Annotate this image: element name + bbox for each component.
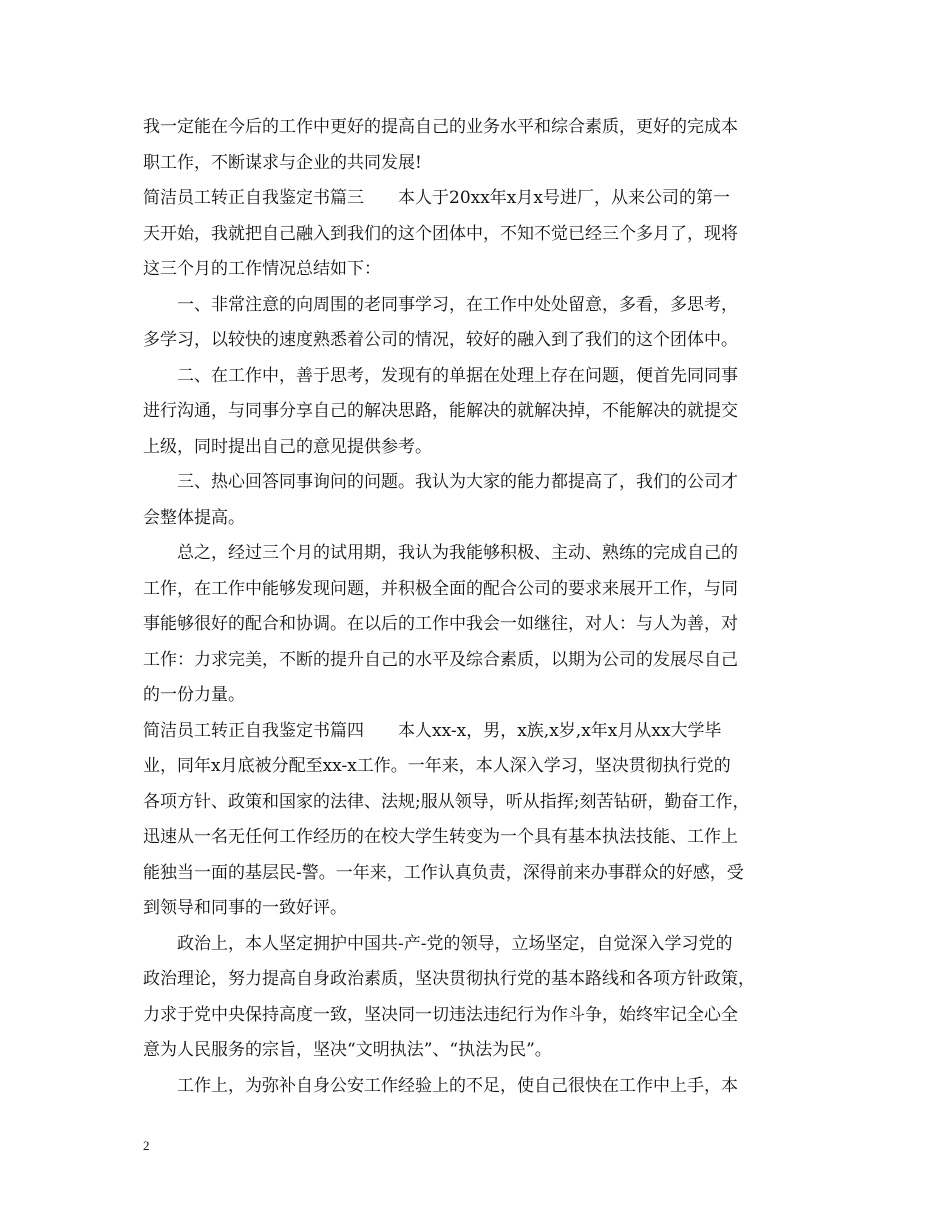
- text-line: 我一定能在今后的工作中更好的提高自己的业务水平和综合素质，更好的完成本: [143, 117, 738, 137]
- text-line: 总之，经过三个月的试用期，我认为我能够积极、主动、熟练的完成自己的: [143, 543, 738, 563]
- text-line: 政治理论，努力提高自身政治素质，坚决贯彻执行党的基本路线和各项方针政策，: [143, 969, 755, 989]
- text-line: 迅速从一名无任何工作经历的在校大学生转变为一个具有基本执法技能、工作上: [143, 827, 738, 847]
- text-line: 的一份力量。: [143, 685, 245, 705]
- text-line: 上级，同时提出自己的意见提供参考。: [143, 436, 432, 457]
- text-line: 简洁员工转正自我鉴定书篇三 本人于20xx年x月x号进厂，从来公司的第一: [143, 188, 730, 208]
- text-line: 会整体提高。: [143, 507, 245, 528]
- text-line: 业，同年x月底被分配至xx-x工作。一年来，本人深入学习，坚决贯彻执行党的: [143, 756, 731, 776]
- text-line: 进行沟通，与同事分享自己的解决思路，能解决的就解决掉，不能解决的就提交: [143, 401, 738, 421]
- text-line: 力求于党中央保持高度一致，坚决同一切违法违纪行为作斗争，始终牢记全心全: [143, 1004, 738, 1025]
- text-line: 二、在工作中，善于思考，发现有的单据在处理上存在问题，便首先同同事: [143, 365, 738, 386]
- text-line: 工作上，为弥补自身公安工作经验上的不足，使自己很快在工作中上手，本: [143, 1075, 738, 1096]
- text-line: 能独当一面的基层民-警。一年来，工作认真负责，深得前来办事群众的好感，受: [143, 862, 744, 883]
- text-line: 一、非常注意的向周围的老同事学习，在工作中处处留意，多看，多思考，: [143, 294, 738, 315]
- text-line: 到领导和同事的一致好评。: [143, 898, 347, 918]
- text-line: 多学习，以较快的速度熟悉着公司的情况，较好的融入到了我们的这个团体中。: [143, 330, 738, 350]
- text-line: 事能够很好的配合和协调。在以后的工作中我会一如继往，对人：与人为善，对: [143, 614, 738, 634]
- text-line: 各项方针、政策和国家的法律、法规;服从领导，听从指挥;刻苦钻研，勤奋工作，: [143, 791, 750, 812]
- text-line: 三、热心回答同事询问的问题。我认为大家的能力都提高了，我们的公司才: [143, 472, 738, 492]
- text-line: 天开始，我就把自己融入到我们的这个团体中，不知不觉已经三个多月了，现将: [143, 223, 738, 244]
- text-line: 简洁员工转正自我鉴定书篇四 本人xx-x，男，x族,x岁,x年x月从xx大学毕: [143, 720, 722, 741]
- page-number: 2: [143, 1138, 150, 1153]
- text-line: 工作，在工作中能够发现问题，并积极全面的配合公司的要求来展开工作，与同: [143, 578, 738, 599]
- document-body: [143, 110, 813, 1104]
- text-line: 政治上，本人坚定拥护中国共-产-党的领导，立场坚定，自觉深入学习党的: [143, 933, 733, 954]
- text-line: 职工作，不断谋求与企业的共同发展!: [143, 152, 422, 173]
- text-line: 这三个月的工作情况总结如下：: [143, 259, 381, 279]
- text-line: 工作：力求完美，不断的提升自己的水平及综合素质，以期为公司的发展尽自己: [143, 649, 738, 670]
- text-line: 意为人民服务的宗旨，坚决“文明执法”、“执法为民”。: [143, 1040, 552, 1060]
